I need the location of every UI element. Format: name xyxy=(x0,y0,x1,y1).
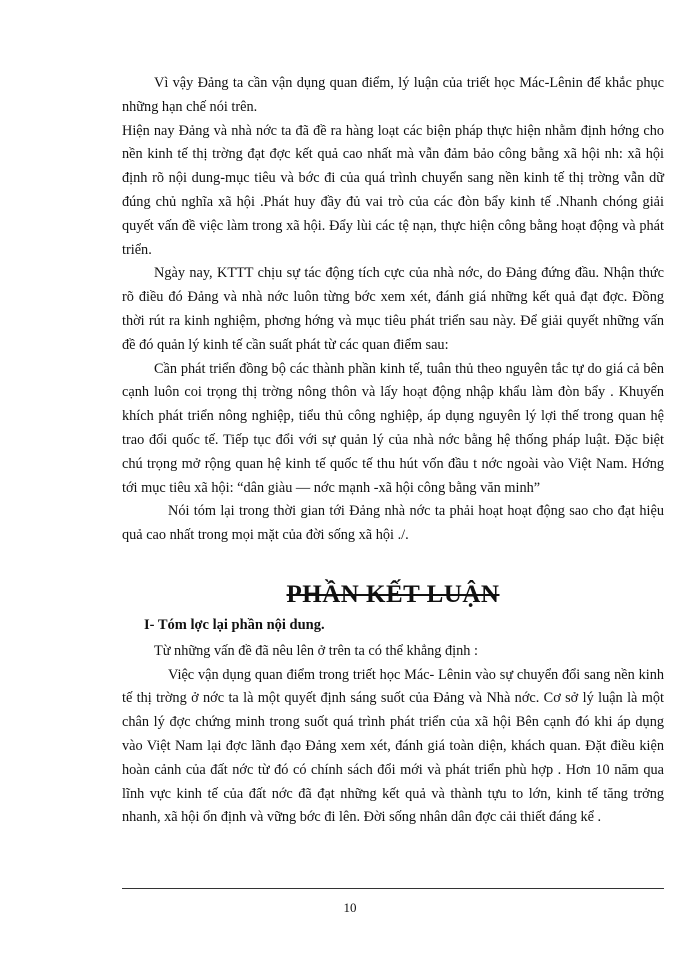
paragraph: Ngày nay, KTTT chịu sự tác động tích cực của nhà nớc, do Đảng đứng đầu. Nhận thức rõ điều đó Đảng và nhà nớc luôn từng bớc xem xét, đánh giá những kết quả đạt đợc. Đồng thời rút ra kinh nghiệm, phơng hớng và mục tiêu phát triển sau này. Để giải quyết những vấn đề đó quản lý kinh tế cần suất phát từ các quan điểm sau: xyxy=(122,265,664,353)
page-number: 10 xyxy=(343,900,357,915)
paragraph: Vì vậy Đảng ta cần vận dụng quan điểm, lý luận của triết học Mác-Lênin để khắc phục những hạn chế nói trên. xyxy=(122,75,664,115)
page-content xyxy=(122,72,664,830)
paragraph: Từ những vấn đề đã nêu lên ở trên ta có thể khẳng định : xyxy=(154,642,478,659)
subsection-title: I- Tóm lợc lại phần nội dung. xyxy=(144,616,325,633)
paragraph: Nói tóm lại trong thời gian tới Đảng nhà nớc ta phải hoạt hoạt động sao cho đạt hiệu quả cao nhất trong mọi mặt của đời sống xã hội ./. xyxy=(122,503,664,544)
paragraph: Việc vận dụng quan điểm trong triết học Mác- Lênin vào sự chuyển đổi sang nền kinh tế thị trờng ở nớc ta là một quyết định sáng suốt của Đảng và Nhà nớc. Cơ sở lý luận là một chân lý đợc chứng minh trong suốt quá trình phát triển của xã hội Bên cạnh đó khi áp dụng vào Việt Nam lại đợc lãnh đạo Đảng xem xét, đánh giá toàn diện, khách quan. Đặt điều kiện hoàn cảnh của đất nớc từ đó có chính sách đổi mới và phát triển phù hợp . Hơn 10 năm qua lĩnh vực kinh tế của đất nớc đã đạt những kết quả và thành tựu to lớn, kinh tế tăng trởng nhanh, xã hội ổn định và vững bớc đi lên. Đời sống nhân dân đợc cải thiết đáng kể . xyxy=(122,666,664,826)
section-title: PHẦN KẾT LUẬN xyxy=(286,580,500,608)
paragraph: Hiện nay Đảng và nhà nớc ta đã đề ra hàng loạt các biện pháp thực hiện nhằm định hớng cho nền kinh tế thị trờng đạt đợc kết quả cao nhất mà vẫn đảm bảo công bằng xã hội nh: xã hội định rõ nội dung-mục tiêu và bớc đi của quá trình chuyển sang nền kinh tế thị trờng vẫn dữ đúng chủ nghĩa xã hội .Phát huy đầy đủ vai trò của các đòn bẩy kinh tế .Nhanh chóng giải quyết vấn đề việc làm trong xã hội. Đẩy lùi các tệ nạn, thực hiện công bằng hoạt động và phát triển. xyxy=(122,122,664,258)
footer-divider xyxy=(122,888,664,889)
paragraph: Cần phát triển đồng bộ các thành phần kinh tế, tuân thủ theo nguyên tắc tự do giá cả bên cạnh luôn coi trọng thị trờng nông thôn và lấy hoạt động nhập khẩu làm đòn bẩy . Khuyến khích phát triển nông nghiệp, tiểu thủ công nghiệp, áp dụng nguyên lý lợi thế trong quan hệ trao đổi quốc tế. Tiếp tục đổi với sự quản lý của nhà nớc bằng hệ thống pháp luật. Đặc biệt chú trọng mở rộng quan hệ kinh tế quốc tế thu hút vốn đầu t nớc ngoài vào Việt Nam. Hớng tới mục tiêu xã hội: “dân giàu — nớc mạnh -xã hội công bằng văn minh” xyxy=(122,360,664,496)
